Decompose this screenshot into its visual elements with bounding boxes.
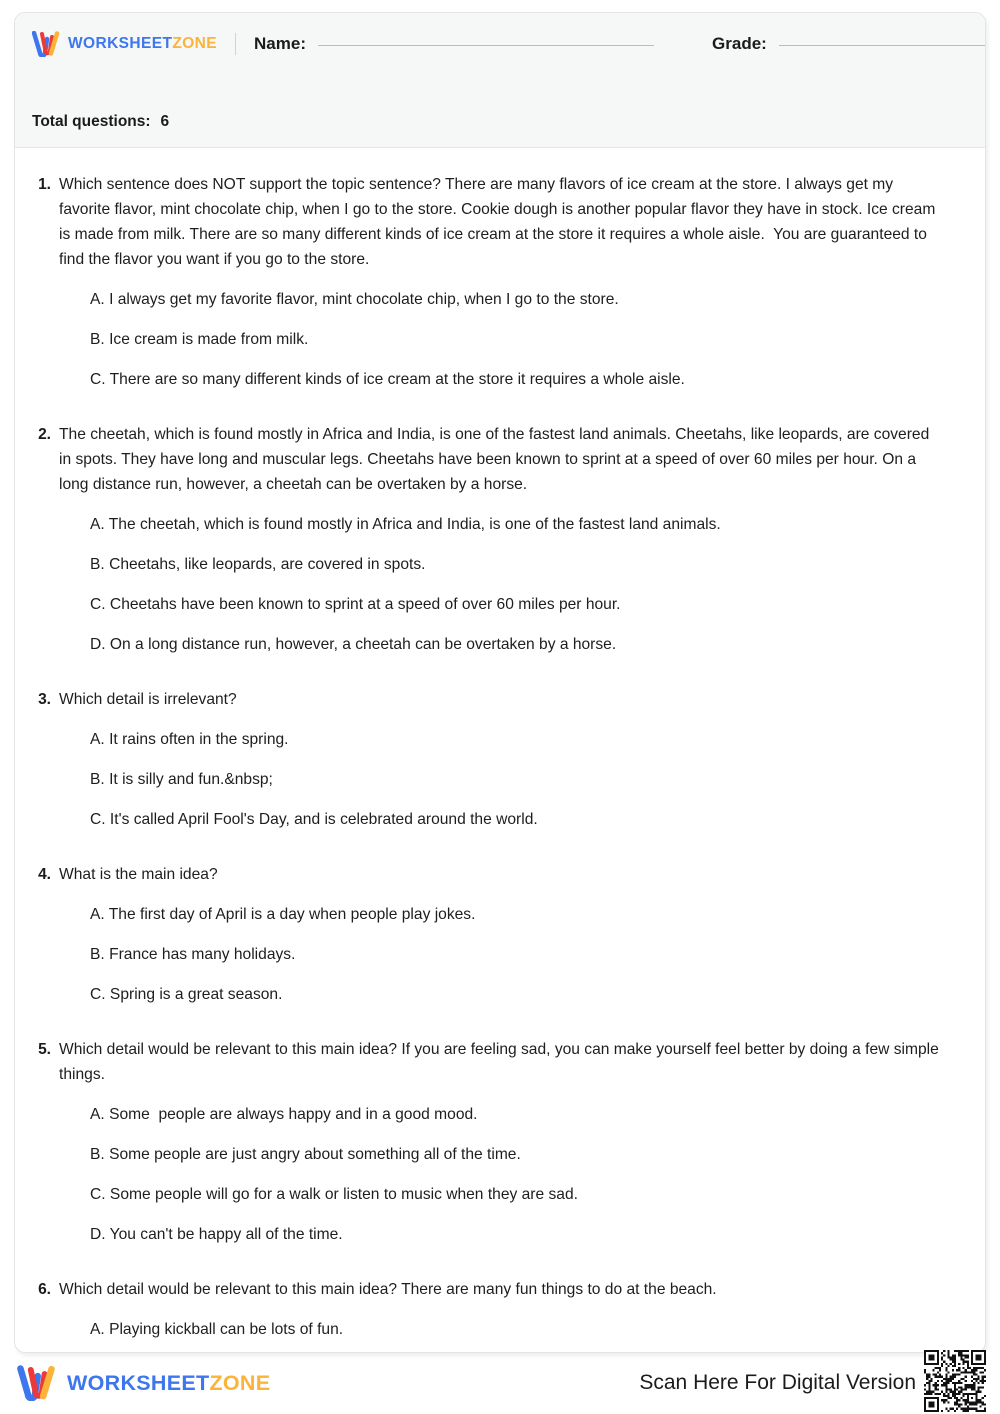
question-text: Which detail would be relevant to this main idea? There are many fun things to do at the beach.	[59, 1281, 717, 1298]
question-number: 3.	[38, 691, 51, 708]
question-number: 4.	[38, 866, 51, 883]
name-input-rule[interactable]	[318, 45, 654, 46]
answer-choice[interactable]: C. Spring is a great season.	[90, 986, 283, 1003]
footer-logo	[17, 1365, 270, 1401]
scan-here-text: Scan Here For Digital Version	[639, 1371, 916, 1394]
question-number: 1.	[38, 176, 51, 193]
grade-input-rule[interactable]	[779, 45, 986, 46]
question-row	[32, 172, 943, 272]
question-block	[32, 687, 943, 832]
answer-choice[interactable]: D. On a long distance run, however, a cheetah can be overtaken by a horse.	[90, 636, 617, 653]
question-text: Which detail would be relevant to this main idea? If you are feeling sad, you can make yourself feel better by doing a few simple things.	[59, 1041, 944, 1083]
question-block	[32, 1277, 943, 1342]
answer-choice[interactable]: A. The first day of April is a day when people play jokes.	[90, 906, 476, 923]
question-row	[32, 687, 943, 712]
grade-field[interactable]	[712, 34, 986, 54]
footer-logo-w-icon	[17, 1365, 57, 1401]
question-row	[32, 1277, 943, 1302]
answer-choice[interactable]: D. You can't be happy all of the time.	[90, 1226, 343, 1243]
question-number: 2.	[38, 426, 51, 443]
answer-choice[interactable]: B. Some people are just angry about something all of the time.	[90, 1146, 521, 1163]
grade-label: Grade:	[712, 34, 767, 53]
logo-wordmark	[68, 35, 217, 53]
answer-choice[interactable]: A. Some people are always happy and in a good mood.	[90, 1106, 478, 1123]
name-field[interactable]	[254, 34, 654, 54]
worksheet-header	[15, 13, 985, 148]
answer-choice[interactable]: C. Cheetahs have been known to sprint at a speed of over 60 miles per hour.	[90, 596, 621, 613]
footer-logo-worksheet-text: WORKSHEET	[67, 1370, 210, 1395]
worksheet-page	[14, 12, 986, 1353]
header-divider	[235, 33, 236, 55]
question-block	[32, 422, 943, 657]
answer-choice[interactable]: B. Cheetahs, like leopards, are covered in spots.	[90, 556, 426, 573]
answer-choice[interactable]: A. Playing kickball can be lots of fun.	[90, 1321, 344, 1338]
answer-choice[interactable]: B. It is silly and fun.&nbsp;	[90, 771, 273, 788]
question-spacer	[32, 398, 943, 422]
name-label: Name:	[254, 34, 306, 53]
logo-worksheet-text: WORKSHEET	[68, 35, 173, 52]
question-text: The cheetah, which is found mostly in Africa and India, is one of the fastest land animals. Cheetahs, like leopards, are covered in spots. They have long and muscular legs. Cheetahs have been known to sprint at a speed of over 60 miles per hour. On a long distance run, however, a cheetah can be overtaken by a horse.	[59, 426, 934, 493]
question-block	[32, 1037, 943, 1247]
answer-choice[interactable]: C. There are so many different kinds of ice cream at the store it requires a whole aisle.	[90, 371, 685, 388]
logo-zone-text: ZONE	[172, 35, 218, 52]
question-text: Which detail is irrelevant?	[59, 691, 237, 708]
answer-choice[interactable]: B. Ice cream is made from milk.	[90, 331, 309, 348]
total-questions-count: 6	[160, 113, 170, 130]
question-spacer	[32, 838, 943, 862]
question-row	[32, 862, 943, 887]
answer-choice[interactable]: C. Some people will go for a walk or listen to music when they are sad.	[90, 1186, 578, 1203]
answer-choice[interactable]: A. The cheetah, which is found mostly in Africa and India, is one of the fastest land animals.	[90, 516, 721, 533]
logo-w-icon	[32, 31, 61, 57]
question-row	[32, 422, 943, 497]
footer-logo-wordmark	[67, 1371, 270, 1396]
question-spacer	[32, 1253, 943, 1277]
qr-code-icon[interactable]	[924, 1350, 986, 1412]
question-spacer	[32, 663, 943, 687]
question-block	[32, 862, 943, 1007]
footer-logo-zone-text: ZONE	[209, 1370, 271, 1395]
worksheet-footer	[14, 1360, 986, 1406]
answer-choice[interactable]: A. It rains often in the spring.	[90, 731, 289, 748]
question-spacer	[32, 1013, 943, 1037]
question-row	[32, 1037, 943, 1087]
answer-choice[interactable]: A. I always get my favorite flavor, mint chocolate chip, when I go to the store.	[90, 291, 619, 308]
question-number: 6.	[38, 1281, 51, 1298]
question-text: What is the main idea?	[59, 866, 218, 883]
total-questions	[32, 113, 169, 131]
worksheet-zone-logo	[32, 31, 217, 57]
questions-list	[15, 148, 985, 1353]
question-number: 5.	[38, 1041, 51, 1058]
answer-choice[interactable]: B. France has many holidays.	[90, 946, 296, 963]
header-top-row	[15, 13, 985, 57]
total-questions-label: Total questions:	[32, 113, 151, 130]
question-text: Which sentence does NOT support the topic sentence? There are many flavors of ice cream at the store. I always get my favorite flavor, mint chocolate chip, when I go to the store. Cookie dough is another popular flavor they have in stock. Ice cream is made from milk. There are so many different kinds of ice cream at the store it requires a whole aisle. You are guaranteed to find the flavor you want if you go to the store.	[59, 176, 940, 268]
question-block	[32, 172, 943, 392]
answer-choice[interactable]: C. It's called April Fool's Day, and is celebrated around the world.	[90, 811, 538, 828]
